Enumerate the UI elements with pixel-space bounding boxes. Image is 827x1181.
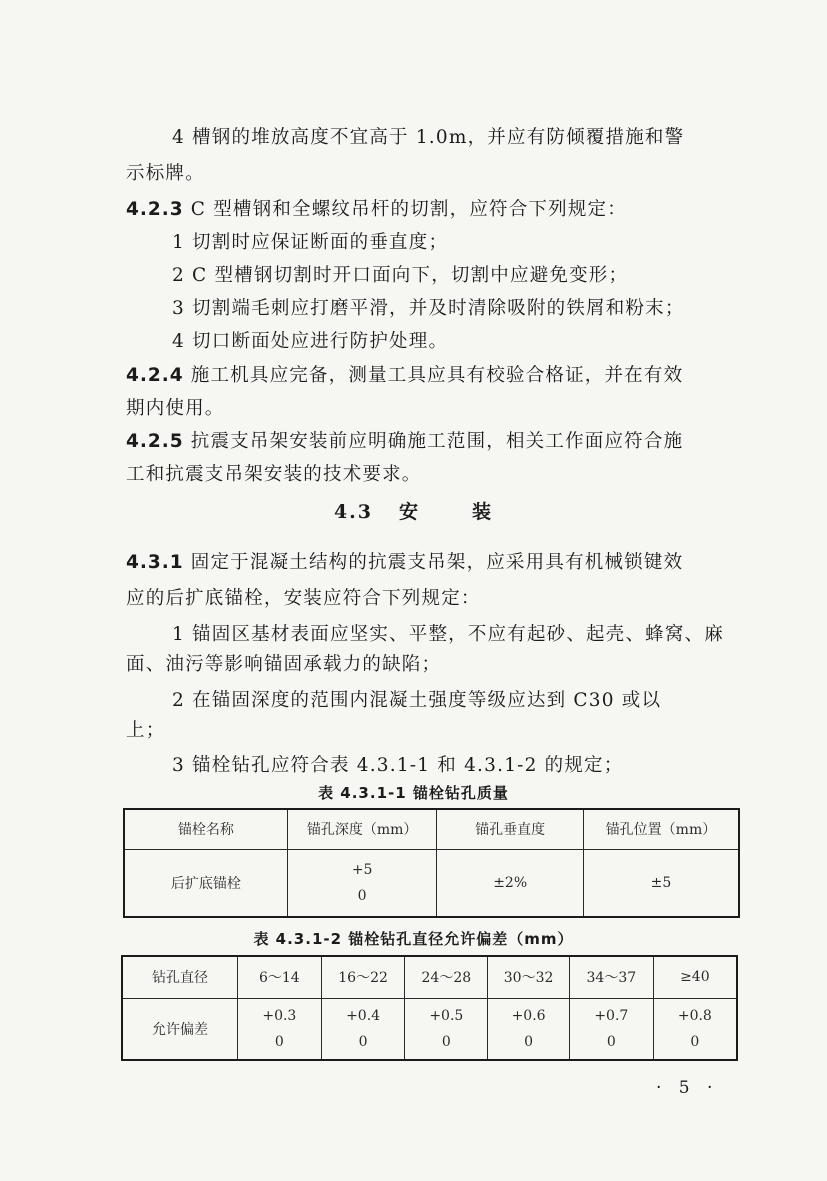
table-cell [653, 998, 737, 1060]
tolerance-lower: 0 [357, 887, 367, 904]
section-title-part: 装 [472, 501, 494, 523]
section-number: 4.3 [333, 501, 374, 523]
tolerance-upper: +0.3 [262, 1007, 297, 1024]
clause-4-2-3 [126, 196, 627, 224]
list-item: 2 在锚固深度的范围内混凝土强度等级应达到 C30 或以 [172, 690, 662, 711]
list-item-cont: 上； [126, 720, 166, 741]
table-cell: 6～14 [237, 956, 321, 998]
table-header-cell: 锚孔深度（mm） [287, 809, 437, 849]
clause-4-2-5-cont: 工和抗震支吊架安装的技术要求。 [126, 464, 422, 485]
tolerance-stack [594, 1003, 628, 1055]
section-heading [0, 497, 827, 524]
table-header-row [124, 809, 739, 849]
tolerance-stack [352, 857, 373, 909]
clause-4-2-4-cont: 期内使用。 [126, 398, 225, 419]
list-item: 2 C 型槽钢切割时开口面向下，切割中应避免变形； [172, 265, 629, 286]
clause-4-3-1 [126, 549, 683, 577]
table-cell [321, 998, 405, 1060]
table-cell [488, 998, 570, 1060]
clause-number: 4.2.3 [126, 199, 184, 220]
table-cell [569, 998, 653, 1060]
table-cell [237, 998, 321, 1060]
tolerance-upper: +0.8 [677, 1007, 712, 1024]
tolerance-stack [512, 1003, 546, 1055]
clause-text: 抗震支吊架安装前应明确施工范围，相关工作面应符合施 [190, 431, 684, 452]
clause-text: C 型槽钢和全螺纹吊杆的切割，应符合下列规定： [190, 199, 627, 220]
tolerance-lower: 0 [524, 1033, 534, 1050]
table-cell: ±5 [583, 849, 739, 917]
item-4-line2: 示标牌。 [126, 163, 205, 184]
table-cell: ±2% [437, 849, 584, 917]
clause-4-3-1-cont: 应的后扩底锚栓，安装应符合下列规定： [126, 588, 481, 609]
anchor-drilling-quality-table [123, 808, 740, 918]
tolerance-lower: 0 [441, 1033, 451, 1050]
clause-4-2-5 [126, 428, 683, 456]
item-4-line1: 4 槽钢的堆放高度不宜高于 1.0m，并应有防倾覆措施和警 [172, 127, 685, 148]
tolerance-upper: +0.4 [346, 1007, 381, 1024]
table-cell [287, 849, 437, 917]
table-row-label: 钻孔直径 [122, 956, 237, 998]
table-caption: 表 4.3.1-1 锚栓钻孔质量 [318, 784, 509, 802]
clause-4-2-4 [126, 362, 683, 390]
tolerance-stack [678, 1003, 712, 1055]
list-item: 3 切割端毛刺应打磨平滑，并及时清除吸附的铁屑和粉末； [172, 298, 685, 319]
tolerance-stack [429, 1003, 463, 1055]
tolerance-upper: +0.6 [511, 1007, 546, 1024]
table-row [122, 998, 737, 1060]
page-number: · 5 · [656, 1078, 719, 1098]
table-row [124, 849, 739, 917]
tolerance-upper: +0.5 [429, 1007, 464, 1024]
table-header-cell: 锚孔位置（mm） [583, 809, 739, 849]
clause-text: 固定于混凝土结构的抗震支吊架，应采用具有机械锁键效 [190, 552, 684, 573]
table-header-cell: 锚孔垂直度 [437, 809, 584, 849]
tolerance-lower: 0 [690, 1033, 700, 1050]
table-row [122, 956, 737, 998]
section-title-part: 安 [399, 501, 421, 523]
clause-text: 施工机具应完备，测量工具应具有校验合格证，并在有效 [190, 365, 684, 386]
tolerance-stack [346, 1003, 380, 1055]
table-cell: 后扩底锚栓 [124, 849, 287, 917]
table-cell: 24～28 [405, 956, 488, 998]
table-cell: ≥40 [653, 956, 737, 998]
list-item: 3 锚栓钻孔应符合表 4.3.1-1 和 4.3.1-2 的规定； [172, 755, 624, 776]
list-item: 1 切割时应保证断面的垂直度； [172, 232, 449, 253]
table-caption: 表 4.3.1-2 锚栓钻孔直径允许偏差（mm） [253, 930, 574, 948]
tolerance-upper: +5 [351, 861, 373, 878]
list-item: 1 锚固区基材表面应坚实、平整，不应有起砂、起壳、蜂窝、麻 [172, 624, 724, 645]
table-cell: 16～22 [321, 956, 405, 998]
table-row-label: 允许偏差 [122, 998, 237, 1060]
list-item-cont: 面、油污等影响锚固承载力的缺陷； [126, 654, 442, 675]
tolerance-stack [262, 1003, 296, 1055]
clause-number: 4.2.5 [126, 431, 184, 452]
table-cell: 34～37 [569, 956, 653, 998]
tolerance-lower: 0 [274, 1033, 284, 1050]
table-cell [405, 998, 488, 1060]
clause-number: 4.2.4 [126, 365, 184, 386]
tolerance-lower: 0 [358, 1033, 368, 1050]
tolerance-lower: 0 [606, 1033, 616, 1050]
list-item: 4 切口断面处应进行防护处理。 [172, 331, 449, 352]
tolerance-upper: +0.7 [594, 1007, 629, 1024]
clause-number: 4.3.1 [126, 552, 184, 573]
table-header-cell: 锚栓名称 [124, 809, 287, 849]
table-cell: 30～32 [488, 956, 570, 998]
drill-diameter-tolerance-table [121, 955, 738, 1061]
